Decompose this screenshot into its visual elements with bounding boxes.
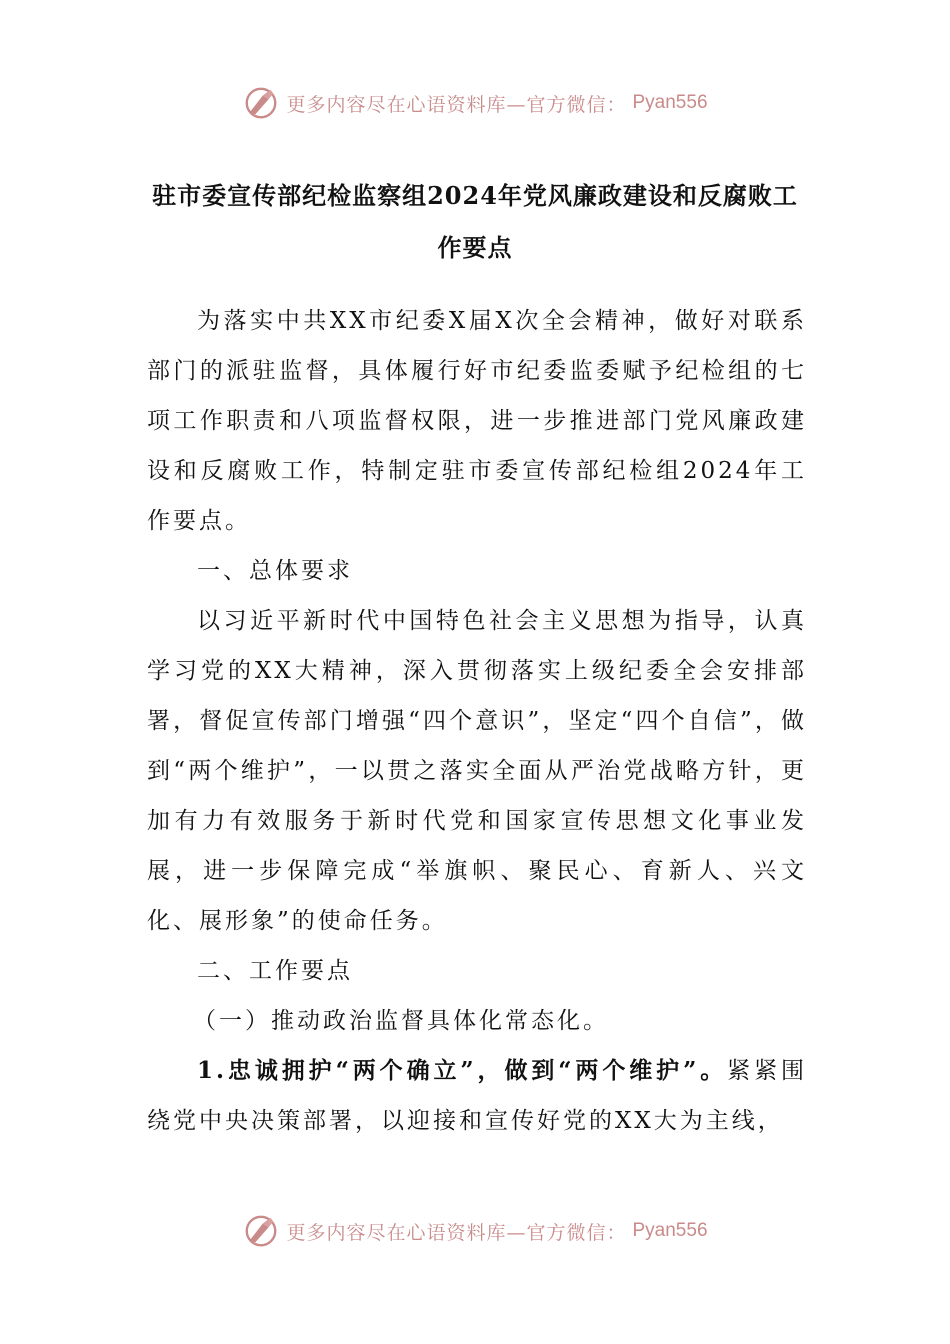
watermark-footer (0, 1212, 950, 1250)
watermark-text: 更多内容尽在心语资料库—官方微信： (286, 93, 627, 116)
document-body (147, 296, 807, 1146)
watermark-text: 更多内容尽在心语资料库—官方微信： (286, 1221, 627, 1244)
section-heading-1: 一、总体要求 (197, 558, 353, 584)
subsection-heading-1: （一）推动政治监督具体化常态化。 (193, 1008, 609, 1034)
pen-nib-logo-icon (242, 84, 280, 122)
item-1-text: 紧紧围绕党中央决策部署，以迎接和宣传好党的XX大为主线， (147, 1058, 808, 1134)
intro-paragraph: 为落实中共XX市纪委X届X次全会精神，做好对联系部门的派驻监督，具体履行好市纪委监委赋予纪检组的七项工作职责和八项监督权限，进一步推进部门党风廉政建设和反腐败工作，特制定驻市委宣传部纪检组2024年工作要点。 (147, 308, 807, 534)
section-heading-2: 二、工作要点 (197, 958, 353, 984)
overall-paragraph: 以习近平新时代中国特色社会主义思想为指导，认真学习党的XX大精神，深入贯彻落实上级纪委全会安排部署，督促宣传部门增强“四个意识”，坚定“四个自信”，做到“两个维护”，一以贯之落实全面从严治党战略方针，更加有力有效服务于新时代党和国家宣传思想文化事业发展，进一步保障完成“举旗帜、聚民心、育新人、兴文化、展形象”的使命任务。 (147, 608, 807, 934)
document-title: 驻市委宣传部纪检监察组2024年党风廉政建设和反腐败工作要点 (152, 181, 798, 262)
item-1-paragraph (147, 1046, 807, 1146)
item-1-lead: 1.忠诚拥护“两个确立”，做到“两个维护”。 (197, 1057, 728, 1084)
watermark-header (0, 84, 950, 122)
watermark-id: Pyan556 (632, 92, 708, 113)
watermark-id: Pyan556 (632, 1220, 708, 1241)
pen-nib-logo-icon (242, 1212, 280, 1250)
